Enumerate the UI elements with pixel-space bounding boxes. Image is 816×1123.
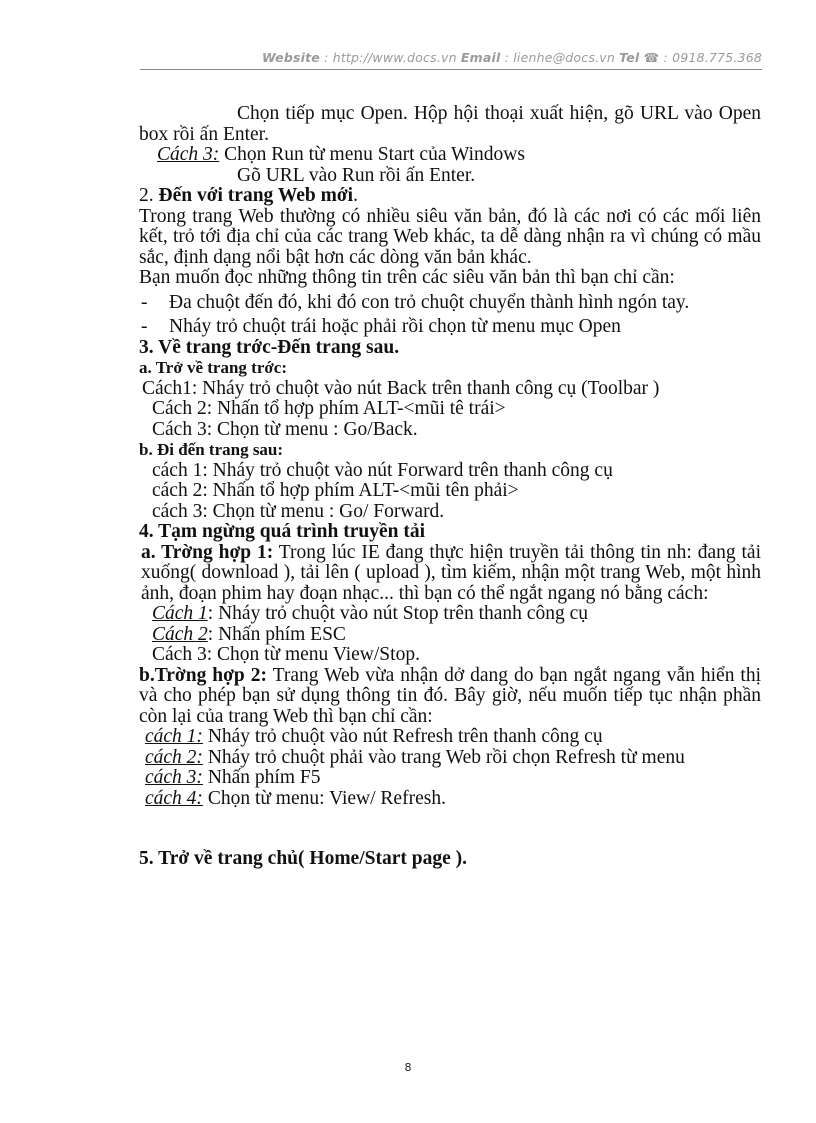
section-4b-method-3-label: cách 3: <box>145 767 203 788</box>
section-4a-label: a. Trờng hợp 1: <box>141 541 274 563</box>
section-3b-heading: b. Đi đến trang sau: <box>139 440 284 459</box>
bullet-dash: - <box>141 291 148 313</box>
section-3b-method-1: cách 1: Nháy trỏ chuột vào nút Forward trên thanh công cụ <box>152 459 613 481</box>
bullet-dash: - <box>141 316 148 337</box>
section-2-title: Đến với trang Web mới <box>158 185 354 206</box>
section-4b-method-4-label: cách 4: <box>145 787 203 809</box>
section-4b-method-2-text: Nháy trỏ chuột phải vào trang Web rồi chọn Refresh từ menu <box>202 746 685 768</box>
page-number: 8 <box>404 1061 412 1074</box>
section-3a-method-1: Cách1: Nháy trỏ chuột vào nút Back trên thanh công cụ (Toolbar ) <box>142 377 660 399</box>
section-4a-method-1-text: : Nháy trỏ chuột vào nút Stop trên thanh công cụ <box>207 603 588 624</box>
website-value: : http://www.docs.vn <box>319 50 461 65</box>
section-4b-label: b.Trờng hợp 2: <box>139 664 267 686</box>
tel-label: Tel <box>619 50 640 65</box>
section-3a-method-2: Cách 2: Nhấn tổ hợp phím ALT-<mũi tê trái> <box>152 398 506 419</box>
document-body <box>139 104 761 870</box>
tel-value: ☎ : 0918.775.368 <box>639 50 762 65</box>
section-3-heading: 3. Về trang trớc-Đến trang sau. <box>139 336 400 358</box>
email-value: : lienhe@docs.vn <box>500 50 620 65</box>
section-4a-method-1 <box>139 604 761 625</box>
section-4b-method-1-label: cách 1: <box>145 726 203 747</box>
section-5-heading: 5. Trở về trang chủ( Home/Start page ). <box>139 848 467 869</box>
bullet-item <box>139 293 761 314</box>
section-4b-method-4 <box>139 789 761 810</box>
section-3a-heading: a. Trở về trang trớc: <box>139 358 288 377</box>
section-4a-paragraph <box>139 543 761 605</box>
section-4a-method-1-label: Cách 1 <box>152 603 208 624</box>
page-header <box>140 50 762 65</box>
section-2-heading <box>139 186 761 207</box>
section-4b-method-3 <box>139 768 761 789</box>
section-4b-paragraph <box>139 666 761 728</box>
section-2-number: 2. <box>139 185 159 206</box>
header-divider <box>140 69 762 70</box>
section-4a-method-2 <box>139 625 761 646</box>
section-3b-method-2: cách 2: Nhấn tổ hợp phím ALT-<mũi tên phải> <box>152 480 519 501</box>
section-3b-method-3: cách 3: Chọn từ menu : Go/ Forward. <box>152 500 445 522</box>
section-4a-method-2-text: : Nhấn phím ESC <box>207 623 346 645</box>
method-3-text: Chọn Run từ menu Start của Windows <box>219 144 525 165</box>
website-label: Website <box>261 50 320 65</box>
section-4b-method-2 <box>139 748 761 769</box>
section-4a-text: Trong lúc IE đang thực hiện truyền tải thông tin nh: đang tải xuống( download ), tải lên ( upload ), tìm kiếm, nhận một trang Web, một hình ảnh, đoạn phim hay đoạn nhạc... thì bạn có thể ngắt ngang nó bằng cách: <box>141 541 761 604</box>
section-4b-method-2-label: cách 2: <box>145 746 203 768</box>
spacer <box>139 809 761 849</box>
section-4b-method-1 <box>139 727 761 748</box>
method-3-line-2: Gõ URL vào Run rồi ấn Enter. <box>237 164 476 186</box>
section-3a-method-3: Cách 3: Chọn từ menu : Go/Back. <box>152 418 418 440</box>
section-4b-method-4-text: Chọn từ menu: View/ Refresh. <box>202 787 446 809</box>
section-4a-method-2-label: Cách 2 <box>152 623 208 645</box>
section-4b-method-3-text: Nhấn phím F5 <box>202 767 321 788</box>
section-2-dot: . <box>353 185 358 206</box>
section-2-paragraph-1: Trong trang Web thường có nhiều siêu văn bản, đó là các nơi có các mối liên kết, trỏ tới địa chỉ của các trang Web khác, ta dễ dàng nhận ra vì chúng có mầu sắc, định dạng nổi bật hơn các dòng văn bản khác. <box>139 205 761 268</box>
section-4b-text: Trang Web vừa nhận dở dang do bạn ngắt ngang vẫn hiển thị và cho phép bạn sử dụng thông tin đó. Bây giờ, nếu muốn tiếp tục nhận phần còn lại của trang Web thì bạn chỉ cần: <box>139 664 761 727</box>
bullet-item <box>139 317 761 338</box>
section-4-heading: 4. Tạm ngừng quá trình truyền tải <box>139 521 426 542</box>
bullet-text: Đa chuột đến đó, khi đó con trỏ chuột chuyển thành hình ngón tay. <box>169 291 690 313</box>
section-4b-method-1-text: Nháy trỏ chuột vào nút Refresh trên thanh công cụ <box>202 726 603 747</box>
method-3-label: Cách 3: <box>157 144 220 165</box>
email-label: Email <box>460 50 501 65</box>
bullet-text: Nháy trỏ chuột trái hoặc phải rồi chọn từ menu mục Open <box>169 316 621 337</box>
section-2-paragraph-2: Bạn muốn đọc những thông tin trên các siêu văn bản thì bạn chỉ cần: <box>139 267 675 288</box>
method-3-line <box>139 145 761 166</box>
paragraph-open-url: Chọn tiếp mục Open. Hộp hội thoại xuất hiện, gõ URL vào Open box rồi ấn Enter. <box>139 103 761 145</box>
section-4a-method-3: Cách 3: Chọn từ menu View/Stop. <box>152 644 420 665</box>
